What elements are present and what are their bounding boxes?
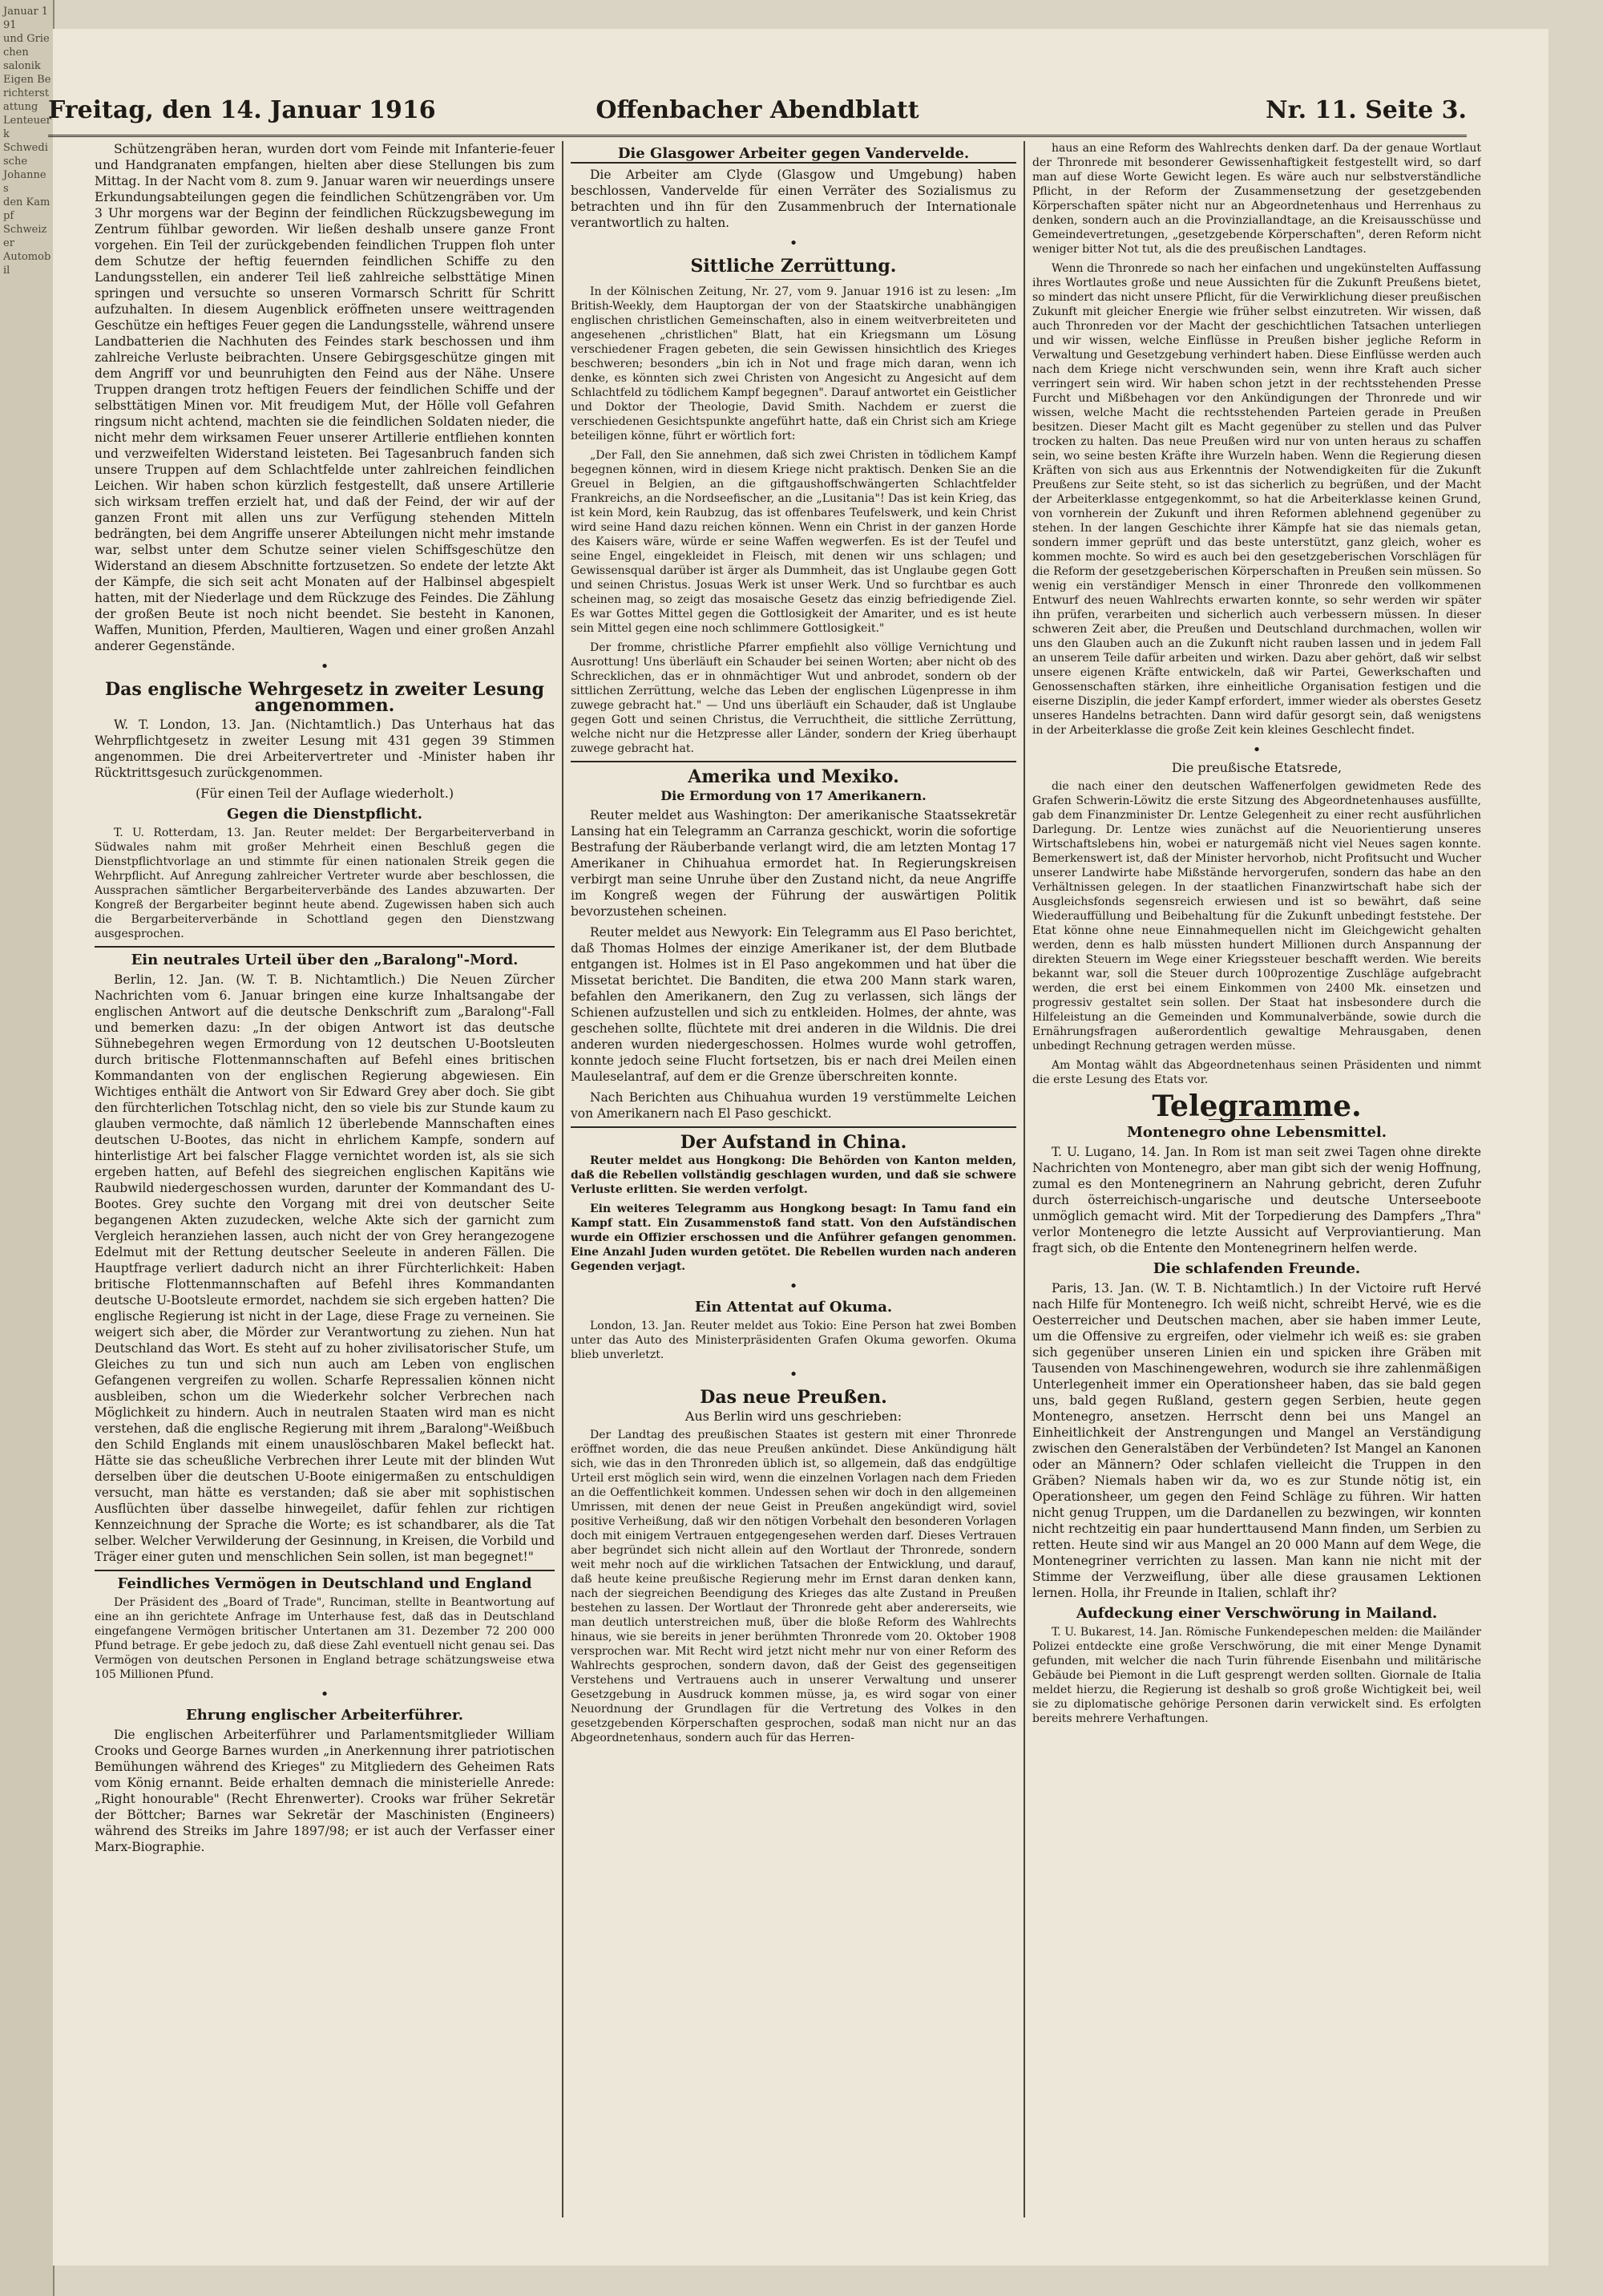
article-body: Der Landtag des preußischen Staates ist gestern mit einer Thronrede eröffnet worden, die das neue Preußen ankündet. Diese Ankündigung hält sich, wie das in den Thronreden üblich ist, so allgemein, daß das endgültige Urteil erst möglich sein wird, wenn die einzelnen Vorlagen nach dem Frieden an die Oeffentlichkeit kommen. Undessen sehen wir doch in den allgemeinen Umrissen, mit denen der neue Geist in Preußen angekündigt wird, soviel positive Verheißung, daß wir den nötigen Vorbehalt den besonderen Vorlagen doch mit einigem Vertrauen entgegengesehen werden darf. Dieses Vertrauen aber begründet sich nicht allein auf den Wortlaut der Thronrede, sondern weit mehr noch auf die wirklichen Tatsachen der Entwicklung, und darauf, daß heute keine preußische Regierung mehr im Ernst daran denken kann, nach der siegreichen Beendigung des Krieges das alte Zustand in Preußen bestehen zu lassen. Der Wortlaut der Thronrede geht aber andererseits, wie man deutlich unterstreichen muß, über die bloße Reform des Wahlrechts hinaus, wie sie bereits in jener berühmten Thronrede vom 20. Oktober 1908 versprochen war. Mit Recht wird jetzt nicht mehr nur von einer Reform des Wahlrechts gesprochen, sondern davon, daß der Geist des gegenseitigen Verstehens und Vertrauens auch in unserer Verwaltung und unserer Gesetzgebung in Ausdruck kommen müsse, ja, es wird sogar von einer Neuordnung der Grundlagen für die Vertretung des Volkes in den gesetzgebenden Körperschaften gesprochen, sodaß man nicht nur an das Abgeordnetenhaus, sondern auch für das Herren- <box>571 1429 1016 1744</box>
article-body: Wenn die Thronrede so nach her einfachen und ungekünstelten Auffassung ihres Wortlautes große und neue Aussichten für die Zukunft Preußens bietet, so mindert das nicht unsere Pflicht, für die Verwirklichung dieser preußischen Zukunft mit gleicher Energie wie früher selbst einzutreten. Wir wissen, daß auch Thronreden vor der Macht der geschichtlichen Tatsachen unterliegen und wir wissen, welche Einflüsse in Preußen bisher jegliche Reform in Verwaltung und Gesetzgebung verhindert haben. Diese Einflüsse werden auch nach dem Kriege nicht verschwunden sein, wenn ihre Kraft auch sicher verringert sein wird. Wir haben schon jetzt in der rechtsstehenden Presse Furcht und Mißbehagen vor den Ankündigungen der Thronrede und wir wissen, welche Macht die rechtsstehenden Parteien gerade in Preußen besitzen. Dieser Macht gilt es Macht gegenüber zu stellen und das Pulver trocken zu halten. Das neue Preußen wird nur von unten heraus zu schaffen sein, wo seine besten Kräfte ihre Wurzeln haben. Wenn die Regierung diesen Kräften von sich aus aus Erkenntnis der Notwendigkeiten für die Zukunft Preußens zur Seite steht, so ist das sicherlich zu begrüßen, und der Macht der Arbeiterklasse entgegenkommt, so hat die Arbeiterklasse keinen Grund, von vornherein der Zukunft und ihren Reformen ablehnend gegenüber zu stehen. In der langen Geschichte ihrer Kämpfe hat sie das niemals getan, sondern immer geprüft und das beste unterstützt, ganz gleich, woher es kommen mochte. So wird es auch bei den gesetzgeberischen Vorschlägen für die Reform der gesetzgeberischen Körperschaften in Preußen sein müssen. So wenig ein verständiger Mensch in einer Thronrede den vollkommenen Entwurf des neuen Wahlrechts erwarten konnte, so sehr werden wir später ihn prüfen, verarbeiten und sicherlich auch verbessern müssen. In dieser schweren Zeit aber, die Preußen und Deutschland durchmachen, wollen wir uns den Glauben auch an die Zukunft nicht rauben lassen und in jedem Fall an unserem Teile dafür arbeiten und wirken. Dazu aber gehört, daß wir selbst unsere eigenen Kräfte entwickeln, daß wir Partei, Gewerkschaften und Genossenschaften stärken, ihre einheitliche Organisation festigen und die eiserne Disziplin, die jeder Kampf erfordert, immer wieder als oberstes Gesetz unseres Handelns betrachten. Dann wird dafür gesorgt sein, daß wenigstens in der Arbeiterklasse die große Zeit kein kleines Geschlecht findet. <box>1032 262 1481 737</box>
headline-amerika: Amerika und Mexiko. <box>688 766 899 787</box>
masthead-issue: Nr. 11. Seite 3. <box>1266 96 1467 124</box>
article-body: Reuter meldet aus Hongkong: Die Behörden von Kanton melden, daß die Rebellen vollständig geschlagen wurden, und daß sie schwere Verluste erlitten. Sie werden verfolgt. <box>571 1154 1016 1196</box>
reprint-note: (Für einen Teil der Auflage wiederholt.) <box>195 786 454 801</box>
separator-star: • <box>789 1366 798 1383</box>
article-body: Der Präsident des „Board of Trade", Runciman, stellte in Beantwortung auf eine an ihn gerichtete Anfrage im Unterhause fest, daß das in Deutschland eingefangene Vermögen britischer Untertanen am 31. Dezember 72 200 000 Pfund betrage. Er gebe jedoch zu, daß diese Zahl eventuell nicht genau sei. Das Vermögen von deutschen Personen in England betrage schätzungsweise etwa 105 Millionen Pfund. <box>95 1596 555 1681</box>
byline: Aus Berlin wird uns geschrieben: <box>684 1409 902 1424</box>
divider <box>745 279 842 280</box>
column-rule <box>562 141 563 2217</box>
headline-glasgow: Die Glasgower Arbeiter gegen Vandervelde. <box>571 146 1016 164</box>
article-body: Die englischen Arbeiterführer und Parlamentsmitglieder William Crooks und George Barnes wurden „in Anerkennung ihrer patriotischen Bemühungen während des Krieges" zu Mitgliedern des Geheimen Rats vom König ernannt. Beide erhalten demnach die ministerielle Anrede: „Right honourable" (Recht Ehrenwerter). Crooks war früher Sekretär der Böttcher; Barnes war Sekretär der Maschinisten (Engineers) während des Streiks im Jahre 1897/98; er ist auch der Verfasser einer Marx-Biographie. <box>95 1728 555 1854</box>
masthead-paper-title: Offenbacher Abendblatt <box>596 96 919 124</box>
article-body: London, 13. Jan. Reuter meldet aus Tokio: Eine Person hat zwei Bomben unter das Auto des Ministerpräsidenten Grafen Okuma geworfen. Okuma blieb unverletzt. <box>571 1320 1016 1361</box>
masthead-date: Freitag, den 14. Januar 1916 <box>48 96 436 124</box>
headline-preussen: Das neue Preußen. <box>700 1387 887 1408</box>
article-body: In der Kölnischen Zeitung, Nr. 27, vom 9. Januar 1916 ist zu lesen: „Im British-Weekly, dem Hauptorgan der von der Staatskirche unabhängigen englischen christlichen Gemeinschaften, also in einem weitverbreiteten und angesehenen „christlichen" Blatt, hat ein Kriegsmann um Lösung verschiedener Fragen gebeten, die sein Gewissen hinsichtlich des Krieges beschweren; besonders „bin ich in Not und frage mich daran, wenn ich denke, es könnten sich zwei Christen von Angesicht zu Angesicht auf dem Schlachtfeld zu tödlichem Kampf begegnen". Darauf antwortet ein Geistlicher und Doktor der Theologie, David Smith. Nachdem er zuerst die verschiedenen Gesichtspunkte angeführt hatte, daß ein Christ sich am Kriege beteiligen könne, führt er wörtlich fort: <box>571 285 1016 443</box>
headline-ehrung: Ehrung englischer Arbeiterführer. <box>185 1707 464 1724</box>
subheadline-amerika: Die Ermordung von 17 Amerikanern. <box>660 788 927 803</box>
column-3 <box>1032 141 1481 2217</box>
column-2 <box>571 141 1016 2217</box>
separator-star: • <box>320 1686 329 1703</box>
divider <box>571 761 1016 762</box>
article-body: Ein weiteres Telegramm aus Hongkong besagt: In Tamu fand ein Kampf statt. Ein Zusammenstoß fand statt. Von den Aufständischen wurde ein Offizier erschossen und die Anführer gefangen genommen. Eine Anzahl Juden wurden getötet. Die Rebellen wurden nach anderen Gegenden verjagt. <box>571 1203 1016 1273</box>
article-body: Schützengräben heran, wurden dort vom Feinde mit Infanterie-feuer und Handgranaten empfangen, hielten aber diese Stellungen bis zum Mittag. In der Nacht vom 8. zum 9. Januar waren wir neuerdings unsere Erkundungsabteilungen gegen die feindlichen Schützengräben vor. Um 3 Uhr morgens war der Beginn der feindlichen Rückzugsbewegung im Zentrum fühlbar geworden. Wir ließen deshalb unsere ganze Front vorgehen. Ein Teil der zurückgebenden feindlichen Truppen floh unter dem Schutze der heftig feuernden feindlichen Schiffe zu den Landungsstellen, ein anderer Teil ließ zahlreiche selbsttätige Minen springen und versuchte so unseren Vormarsch Schritt für Schritt aufzuhalten. In diesem Augenblick eröffneten unsere weittragenden Geschütze ein heftiges Feuer gegen die Landungsstelle, während unsere Landbatterien die Nachhuten des Feindes stark beschossen und ihm zahlreiche Verluste beibrachten. Unsere Gebirgsgeschütze gingen mit dem Angriff vor und beunruhigten den Feind aus der Nähe. Unsere Truppen drangen trotz heftigen Feuers der feindlichen Schiffe und der selbsttätigen Minen vor. Mit freudigem Mut, der Hölle voll Gefahren ringsum nicht achtend, machten sie die feindlichen Soldaten nieder, die nicht mehr dem wirksamen Feuer unserer Artillerie entfliehen konnten und verzweifelten Widerstand leisteten. Bei Tagesanbruch fanden sich unsere Truppen auf dem Schlachtfelde unter zahlreichen feindlichen Leichen. Wir haben schon kürzlich festgestellt, daß unsere Artillerie sich wirksam treffen erzielt hat, und daß der Feind, der wir auf der ganzen Front mit allen uns zur Verfügung stehenden Mitteln bedrängten, bei dem Angriffe unserer Abteilungen nicht mehr imstande war, selbst unter dem Schutze seiner vielen Schiffsgeschütze den Widerstand an diesem Abschnitte fortzusetzen. So endete der letzte Akt der Kämpfe, die sich seit acht Monaten auf der Halbinsel abgespielt hatten, mit der Niederlage und dem Rückzuge des Feindes. Die Zählung der großen Beute ist noch nicht beendet. Sie besteht in Kanonen, Waffen, Munition, Pferden, Maultieren, Wagen und einer großen Anzahl anderer Gegenstände. <box>95 142 555 653</box>
article-body: Reuter meldet aus Newyork: Ein Telegramm aus El Paso berichtet, daß Thomas Holmes der einzige Amerikaner ist, der dem Blutbade entgangen ist. Holmes ist in El Paso angekommen und hat über die Missetat berichtet. Die Banditen, die etwa 200 Mann stark waren, befahlen den Amerikanern, den Zug zu verlassen, sich längs der Schienen aufzustellen und sich zu entkleiden. Holmes, der ahnte, was geschehen sollte, flüchtete mit drei anderen in die Wildnis. Die drei anderen wurden niedergeschossen. Holmes wurde wohl getroffen, konnte jedoch seine Flucht fortsetzen, bis er nach drei Meilen einen Mauleselantraf, auf dem er die Grenze überschreiten konnte. <box>571 925 1016 1084</box>
headline-mailand: Aufdeckung einer Verschwörung in Mailand. <box>1076 1605 1438 1622</box>
separator-star: • <box>320 658 329 675</box>
column-rule <box>1024 141 1025 2217</box>
article-body: Reuter meldet aus Washington: Der amerikanische Staatssekretär Lansing hat ein Telegramm an Carranza geschickt, worin die sofortige Bestrafung der Räuberbande verlangt wird, die am letzten Montag 17 Amerikaner in Chihuahua ermordet hat. In Regierungskreisen verbirgt man seine Unruhe über den Zustand nicht, da neue Angriffe im Kongreß wegen der Führung der auswärtigen Politik bevorzustehen scheinen. <box>571 808 1016 919</box>
article-body: die nach einer den deutschen Waffenerfolgen gewidmeten Rede des Grafen Schwerin-Löwitz die erste Sitzung des Abgeordnetenhauses ausfüllte, gab dem Finanzminister Dr. Lentze Gelegenheit zu einer recht ausführlichen Darlegung. Dr. Lentze wies zunächst auf die Neuorientierung unseres Wirtschaftslebens hin, wobei er naturgemäß nicht viel Neues sagen konnte. Bemerkenswert ist, daß der Minister hervorhob, nicht Profitsucht und Wucher unserer Landwirte habe Mißstände hervorgerufen, sondern das habe an den Verhältnissen gelegen. In der staatlichen Finanzwirtschaft habe sich der Ausgleichsfonds segensreich erwiesen und ist so bewährt, daß seine Wiederauffüllung und Beibehaltung für die Zukunft unbedingt feststehe. Der Etat könne ohne neue Einnahmequellen nicht im Gleichgewicht gehalten werden, denn es halb müssten hundert Millionen durch Anspannung der direkten Steuern im Wege einer Kriegssteuer beschafft werden. Wie bereits bekannt war, soll die Steuer durch 100prozentige Zuschläge aufgebracht werden, die erst bei einem Einkommen von 2400 Mk. einsetzen und progressiv gestaltet sein sollen. Der Staat hat insbesondere durch die Hilfeleistung an die Gemeinden und Kommunalverbände, sowie durch die Ernährungsfragen außerordentlich gewaltige Mehrausgaben, denen unbedingt Rechnung getragen werden müsse. <box>1032 780 1481 1053</box>
headline-telegramme: Telegramme. <box>1152 1089 1362 1123</box>
divider <box>95 946 555 948</box>
headline-etatsrede: Die preußische Etatsrede, <box>1171 760 1343 775</box>
headline-dienstpflicht: Gegen die Dienstpflicht. <box>227 806 422 823</box>
headline-wehrgesetz: Das englische Wehrgesetz in zweiter Lesung angenommen. <box>105 679 544 716</box>
divider <box>571 1126 1016 1128</box>
headline-okuma: Ein Attentat auf Okuma. <box>694 1299 893 1316</box>
article-body: Der fromme, christliche Pfarrer empfiehlt also völlige Vernichtung und Ausrottung! Uns überläuft ein Schauder bei seinen Worten; aber nicht ob des Schrecklichen, das er in ohnmächtiger Wut und anbrodet, sondern ob der sittlichen Zerrüttung, welche das Leben der englischen Lügenpresse in ihm zuwege gebracht hat." — Und uns überläuft ein Schauder, daß ist Unglaube gegen Gott und seinen Christus, die Verruchtheit, die sittliche Zerrüttung, welche nicht nur die Hetzpresse aller Länder, sondern der Krieg überhaupt zuwege gebracht hat. <box>571 641 1016 755</box>
margin-fragment-text: Januar 191 und Griechen salonik Eigen Berichterstattung Lenteuerk Schwedische Johannes den Kampf Schweizer Automobil <box>3 6 51 277</box>
headline-sittliche: Sittliche Zerrüttung. <box>690 256 897 277</box>
article-body: haus an eine Reform des Wahlrechts denken darf. Da der genaue Wortlaut der Thronrede mit besonderer Gewissenhaftigkeit festgestellt wird, so darf man auf diese Worte Gewicht legen. Es wäre auch nur selbstverständliche Pflicht, in der Reform der Zusammensetzung der gesetzgebenden Körperschaften später nicht nur an Abgeordnetenhaus und Herrenhaus zu denken, sondern auch an die Provinziallandtage, an die Kreisausschüsse und Gemeindevertretungen, „gesetzgebende Körperschaften", deren Reform nicht weniger bitter Not tut, als die des preußischen Landtages. <box>1032 142 1481 256</box>
article-body: T. U. Lugano, 14. Jan. In Rom ist man seit zwei Tagen ohne direkte Nachrichten von Montenegro, aber man gibt sich der wenig Hoffnung, zumal es den Montenegrinern an Nahrung gebricht, deren Zufuhr durch österreichisch-ungarische und deutsche Unterseeboote unmöglich gemacht wird. Mit der Torpedierung des Dampfers „Thra" verlor Montenegro die letzte Aussicht auf Verproviantierung. Man fragt sich, ob die Entente den Montenegrinern helfen werde. <box>1032 1145 1481 1255</box>
article-body: T. U. Bukarest, 14. Jan. Römische Funkendepeschen melden: die Mailänder Polizei entdeckte eine große Verschwörung, die mit einer Menge Dynamit gefunden, mit welcher die nach Turin führende Eisenbahn und militärische Gebäude bei Piemont in die Luft gesprengt werden sollten. Giornale de Italia meldet hierzu, die Regierung ist deshalb so groß große Wichtigkeit bei, weil sie zu diplomatische gehörige Personen darin verwickelt sind. Es erfolgten bereits mehrere Verhaftungen. <box>1032 1626 1481 1725</box>
article-body: Berlin, 12. Jan. (W. T. B. Nichtamtlich.) Die Neuen Zürcher Nachrichten vom 6. Januar bringen eine kurze Inhaltsangabe der englischen Antwort auf die deutsche Denkschrift zum „Baralong"-Fall und bemerken dazu: „In der obigen Antwort ist das deutsche Sühnebegehren wegen Ermordung von 12 deutschen U-Bootsleuten durch britische Flottenmannschaften auf Befehl eines britischen Kommandanten von der englischen Regierung abgewiesen. Ein Wichtiges enthält die Antwort von Sir Edward Grey aber doch. Sie gibt den fürchterlichen Totschlag nicht, den so viele bis zur Stunde kaum zu glauben vermochte, daß nämlich 12 überlebende Mannschaften eines deutschen U-Bootes, das nicht in ehrlichem Kampfe, sondern auf hinterlistige Art bei falscher Flagge vernichtet worden ist, als sie sich ergeben hatten, auf Befehl des siegreichen englischen Kapitäns wie Raubwild niedergeschossen wurden, darunter der Kommandant des U-Bootes. Grey suchte den Vorgang mit drei von deutscher Seite begangenen Akten zuzudecken, welche Akte sich der garnicht zum Vergleich heranziehen lassen, auch nicht der von Grey herangezogene Edelmut mit der Rettung deutscher Seeleute in anderen Fällen. Die Hauptfrage verliert dadurch nicht an ihrer Fürchterlichkeit: Haben britische Flottenmannschaften auf Befehl ihres Kommandanten deutsche U-Bootsleute ermordet, nachdem sie sich ergeben hatten? Die englische Regierung ist nicht in der Lage, diese Frage zu verneinen. Sie weigert sich aber, die Mörder zur Verantwortung zu ziehen. Nun hat Deutschland das Wort. Es steht auf zu hoher zivilisatorischer Stufe, um Gleiches zu tun und sich nun auch am Leben von englischen Gefangenen vergreifen zu wollen. Scharfe Repressalien können nicht ausbleiben, schon um die Wiederkehr solcher Verbrechen nach Möglichkeit zu hindern. Auch in neutralen Staaten wird man es nicht verstehen, daß die englische Regierung mit ihrem „Baralong"-Weißbuch den Schild Englands mit einem unauslöschbaren Makel befleckt hat. Hätte sie das scheußliche Verbrechen ihrer Leute mit der blinden Wut derselben über die deutschen U-Boote einigermaßen zu entschuldigen versucht, man hätte es verstanden; daß sie aber mit sophistischen Ausflüchten über dasselbe hinwegeilet, dafür fehlen zur richtigen Kennzeichnung der Sprache die Worte; es ist schandbarer, als die Tat selber. Welcher Verwilderung der Gesinnung, in Kreisen, die Vorbild und Träger einer guten und menschlichen Sein sollen, ist man begegnet!" <box>95 972 555 1564</box>
separator-star: • <box>789 235 798 252</box>
separator-star: • <box>1252 742 1262 758</box>
article-body: Die Arbeiter am Clyde (Glasgow und Umgebung) haben beschlossen, Vandervelde für einen Verräter des Sozialismus zu betrachten und ihn für den Zusammenbruch der Internationale verantwortlich zu halten. <box>571 168 1016 230</box>
headline-vermoegen: Feindliches Vermögen in Deutschland und England <box>117 1575 532 1592</box>
binding-margin <box>0 0 55 2296</box>
headline-baralong: Ein neutrales Urteil über den „Baralong"-Mord. <box>131 952 519 968</box>
headline-freunde: Die schlafenden Freunde. <box>1153 1260 1361 1277</box>
article-body: „Der Fall, den Sie annehmen, daß sich zwei Christen in tödlichem Kampf begegnen können, wird in diesem Kriege nicht praktisch. Denken Sie an die Greuel in Belgien, an die giftgaushoffschwängerten Schlachtfelder Frankreichs, an die Nordseefischer, an die „Lusitania"! Das ist kein Krieg, das ist kein Mord, kein Raubzug, das ist offenbares Teufelswerk, und kein Christ wird seine Hand dazu reichen können. Wenn ein Christ in der ganzen Horde des Kaisers wäre, würde er seine Waffen wegwerfen. Es ist der Teufel und seine Engel, eingekleidet in Fleisch, mit denen wir uns schlagen; und Gewissensqual darüber ist ärger als Dummheit, das ist Unglaube gegen Gott und seinen Christus. Josuas Werk ist unser Werk. Und so furchtbar es auch scheinen mag, so zeigt das mosaische Gesetz das einzig befriedigende Ziel. Es war Gottes Mittel gegen die Gottlosigkeit der Amariter, und es ist heute sein Mittel gegen eine noch schlimmere Gottlosigkeit." <box>571 449 1016 635</box>
column-1 <box>95 141 555 2217</box>
headline-china: Der Aufstand in China. <box>680 1132 907 1153</box>
separator-star: • <box>789 1278 798 1295</box>
article-body: T. U. Rotterdam, 13. Jan. Reuter meldet: Der Bergarbeiterverband in Südwales nahm mit großer Mehrheit einen Beschluß gegen die Dienstpflichtvorlage an und stimmte für einen nationalen Streik gegen die Wehrpflicht. Auf Anregung zahlreicher Vertreter wurde aber beschlossen, die Aussprachen sämtlicher Bergarbeiterverbände des Landes abzuwarten. Der Kongreß der Bergarbeiter beginnt heute abend. Zugewissen haben sich auch die Bergarbeiterverbände in Schottland gegen den Dienstzwang ausgesprochen. <box>95 827 555 940</box>
article-body: Nach Berichten aus Chihuahua wurden 19 verstümmelte Leichen von Amerikanern nach El Paso geschickt. <box>571 1090 1016 1121</box>
headline-montenegro: Montenegro ohne Lebensmittel. <box>1127 1124 1387 1141</box>
article-body: Am Montag wählt das Abgeordnetenhaus seinen Präsidenten und nimmt die erste Lesung des Etats vor. <box>1032 1059 1481 1086</box>
article-body: Paris, 13. Jan. (W. T. B. Nichtamtlich.) In der Victoire ruft Hervé nach Hilfe für Montenegro. Ich weiß nicht, schreibt Hervé, wie es die Oesterreicher und Deutschen machen, aber sie haben immer Leute, um die Offensive zu ergreifen, oder vielmehr ich weiß es: sie graben sich gegenüber unseren Linien ein und spicken ihre Gräben mit Tausenden von Maschinengewehren, wodurch sie ihre zahlenmäßigen Unterlegenheit immer ein Operationsheer haben, das sie bald gegen uns, bald gegen Rußland, gestern gegen Serbien, heute gegen Montenegro, ansetzen. Herrscht denn bei uns Mangel an Einheitlichkeit der Anstrengungen und Mangel an Verständigung zwischen den Generalstäben der Verbündeten? Ist Mangel an Kanonen oder an Männern? Oder schlafen vielleicht die Truppen in den Gräben? Niemals haben wir da, wo es zur Stunde nötig ist, ein Operationsheer, um gegen den Feind Schläge zu führen. Wir hatten nicht genug Truppen, um die Dardanellen zu bezwingen, wir konnten nicht rechtzeitig ein paar hunderttausend Mann finden, um Serbien zu retten. Heute sind wir aus Mangel an 20 000 Mann auf dem Wege, die Montenegriner verrichten zu lassen. Man kann nie nicht mit der Stimme der Verzweiflung, über alle diese grausamen Lektionen lernen. Holla, ihr Freunde in Italien, schlaft ihr? <box>1032 1281 1481 1600</box>
divider <box>95 1570 555 1571</box>
article-body: W. T. London, 13. Jan. (Nichtamtlich.) Das Unterhaus hat das Wehrpflichtgesetz in zweiter Lesung mit 431 gegen 39 Stimmen angenommen. Die drei Arbeitervertreter und -Minister haben ihr Rücktrittsgesuch zurückgenommen. <box>95 718 555 780</box>
masthead <box>48 87 1467 137</box>
